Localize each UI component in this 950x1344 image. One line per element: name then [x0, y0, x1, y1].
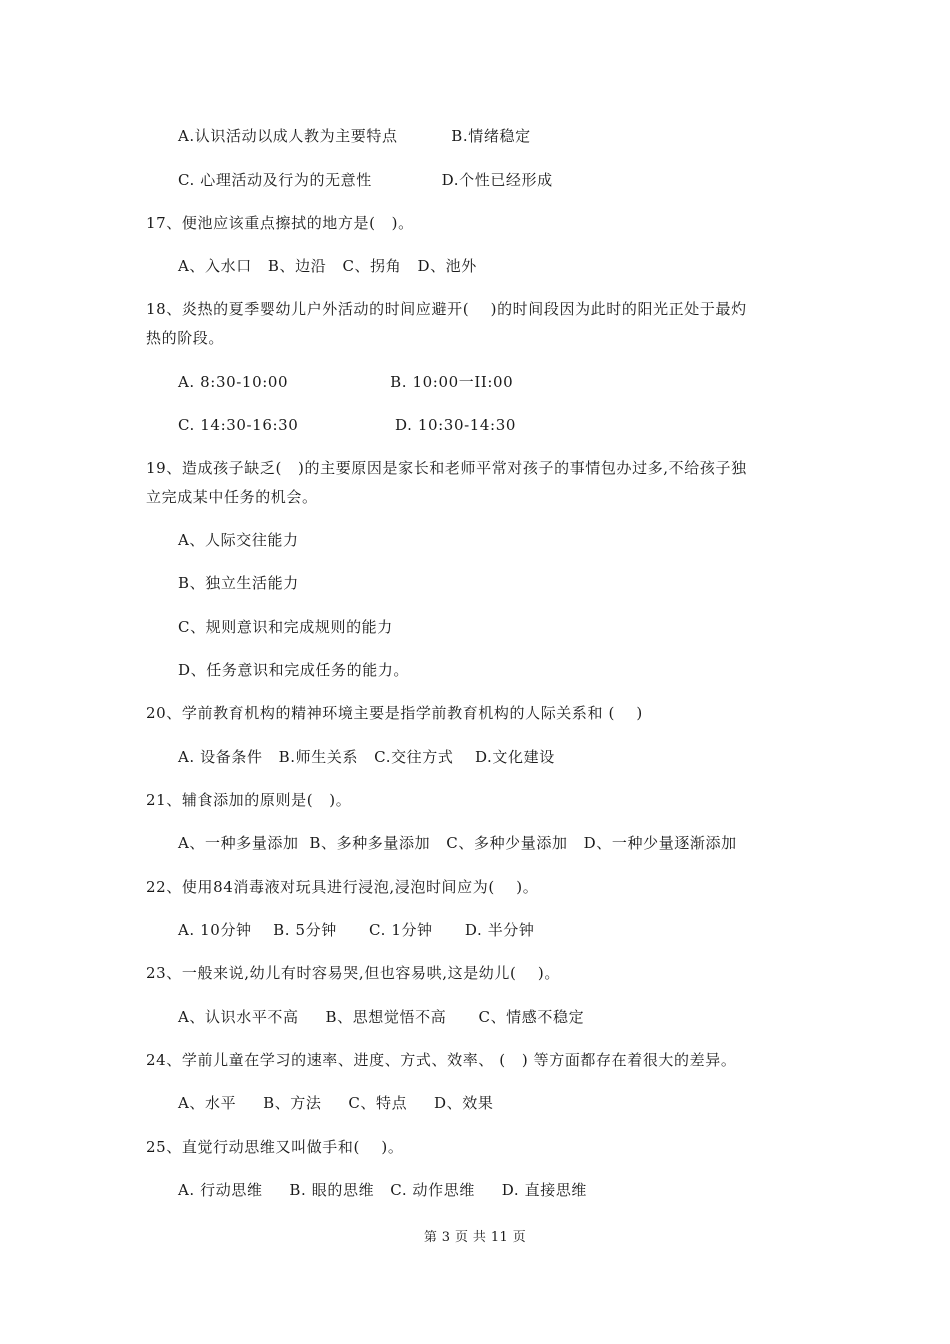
options-line: A、认识水平不高 B、思想觉悟不高 C、情感不稳定: [178, 1008, 585, 1026]
question-18-cont: 热的阶段。: [146, 329, 225, 347]
question-19-cont: 立完成某中任务的机会。: [146, 488, 318, 506]
options-line: C. 心理活动及行为的无意性 D.个性已经形成: [178, 171, 553, 189]
question-18: 18、炎热的夏季婴幼儿户外活动的时间应避开( )的时间段因为此时的阳光正处于最灼: [146, 300, 747, 318]
question-21: 21、辅食添加的原则是( )。: [146, 791, 352, 809]
question-23: 23、一般来说,幼儿有时容易哭,但也容易哄,这是幼儿( )。: [146, 964, 560, 982]
options-line: A. 设备条件 B.师生关系 C.交往方式 D.文化建设: [178, 748, 555, 766]
option-a: A、人际交往能力: [178, 531, 299, 549]
options-line: A、水平 B、方法 C、特点 D、效果: [178, 1094, 494, 1112]
options-line: A.认识活动以成人教为主要特点 B.情绪稳定: [178, 127, 531, 145]
question-25: 25、直觉行动思维又叫做手和( )。: [146, 1138, 404, 1156]
question-17: 17、便池应该重点擦拭的地方是( )。: [146, 214, 414, 232]
options-line: A、一种多量添加 B、多种多量添加 C、多种少量添加 D、一种少量逐渐添加: [178, 834, 737, 852]
options-line: A. 8:30-10:00 B. 10:00一II:00: [178, 373, 514, 391]
page-footer: 第 3 页 共 11 页: [423, 1230, 527, 1245]
question-20: 20、学前教育机构的精神环境主要是指学前教育机构的人际关系和 ( ): [146, 704, 643, 722]
option-c: C、规则意识和完成规则的能力: [178, 618, 393, 636]
options-line: C. 14:30-16:30 D. 10:30-14:30: [178, 416, 516, 434]
options-line: A、入水口 B、边沿 C、拐角 D、池外: [178, 257, 477, 275]
question-19: 19、造成孩子缺乏( )的主要原因是家长和老师平常对孩子的事情包办过多,不给孩子独: [146, 459, 747, 477]
options-line: A. 10分钟 B. 5分钟 C. 1分钟 D. 半分钟: [178, 921, 535, 939]
option-d: D、任务意识和完成任务的能力。: [178, 661, 410, 679]
option-b: B、独立生活能力: [178, 574, 299, 592]
question-24: 24、学前儿童在学习的速率、进度、方式、效率、 ( ) 等方面都存在着很大的差异。: [146, 1051, 737, 1069]
question-22: 22、使用84消毒液对玩具进行浸泡,浸泡时间应为( )。: [146, 878, 539, 896]
options-line: A. 行动思维 B. 眼的思维 C. 动作思维 D. 直接思维: [178, 1181, 588, 1199]
